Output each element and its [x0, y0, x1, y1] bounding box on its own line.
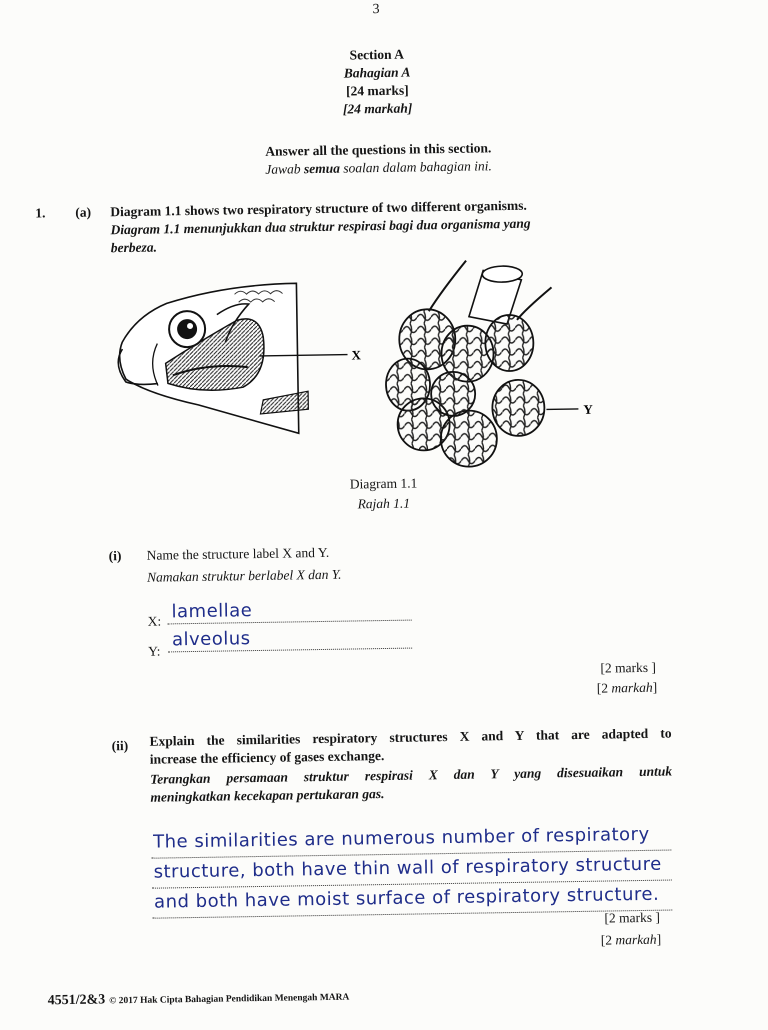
answer-x-label: X: — [147, 613, 162, 629]
sub-i-marks-ms: [2 markah] — [596, 679, 658, 696]
sub-i-text-en: Name the structure label X and Y. — [146, 544, 330, 563]
question-part: (a) — [75, 204, 92, 220]
instruction-en: Answer all the questions in this section. — [265, 140, 492, 159]
section-marks-en: [24 marks] — [345, 82, 409, 99]
diagram-caption-en: Diagram 1.1 — [349, 475, 418, 492]
alveoli-drawing — [384, 259, 579, 468]
sub-i-number: (i) — [108, 548, 122, 564]
sub-ii-marks-ms: [2 markah] — [600, 931, 662, 948]
sub-ii-text-en-2: increase the efficiency of gases exchange. — [149, 748, 385, 767]
sub-i-text-ms: Namakan struktur berlabel X dan Y. — [146, 566, 342, 585]
answer-y-line — [168, 628, 412, 653]
sub-ii-text-ms-1: Terangkan persamaan struktur respirasi X dan Y yang disesuaikan untuk — [150, 763, 673, 787]
label-y: Y — [583, 401, 593, 417]
section-title-en: Section A — [349, 46, 405, 63]
section-title-ms: Bahagian A — [343, 64, 411, 81]
answer-ii-handwriting-1: The similarities are numerous number of respiratory — [152, 823, 650, 853]
sub-ii-marks-en: [2 marks ] — [604, 909, 661, 926]
question-stem-ms-1: Diagram 1.1 menunjukkan dua struktur respirasi bagi dua organisma yang — [110, 215, 531, 238]
question-stem-ms-2: berbeza. — [110, 239, 158, 256]
answer-x-line — [167, 600, 411, 625]
diagram-caption-ms: Rajah 1.1 — [357, 495, 411, 512]
answer-ii-handwriting-3: and both have moist surface of respiratory structure. — [153, 883, 660, 913]
footer-code: 4551/2&3 — [47, 992, 106, 1009]
page-number: 3 — [372, 2, 380, 18]
footer-copyright: © 2017 Hak Cipta Bahagian Pendidikan Menengah MARA — [109, 992, 350, 1007]
fish-head-drawing — [117, 283, 349, 437]
sub-ii-number: (ii) — [111, 738, 129, 754]
sub-ii-text-ms-2: meningkatkan kecekapan pertukaran gas. — [150, 786, 385, 805]
sub-ii-text-en-1: Explain the similarities respiratory structures X and Y that are adapted to — [149, 725, 672, 749]
answer-y-handwriting: alveolus — [171, 628, 251, 651]
section-marks-ms: [24 markah] — [342, 100, 413, 117]
instruction-ms: Jawab semua soalan dalam bahagian ini. — [265, 158, 492, 177]
answer-ii-handwriting-2: structure, both have thin wall of respiratory structure — [153, 853, 662, 883]
sub-i-marks-en: [2 marks ] — [600, 659, 657, 676]
question-number: 1. — [35, 205, 46, 221]
answer-y-label: Y: — [148, 643, 161, 659]
label-x: X — [351, 347, 362, 363]
question-stem-en: Diagram 1.1 shows two respiratory structure of two different organisms. — [110, 197, 527, 220]
answer-x-handwriting: lamellae — [171, 600, 253, 623]
